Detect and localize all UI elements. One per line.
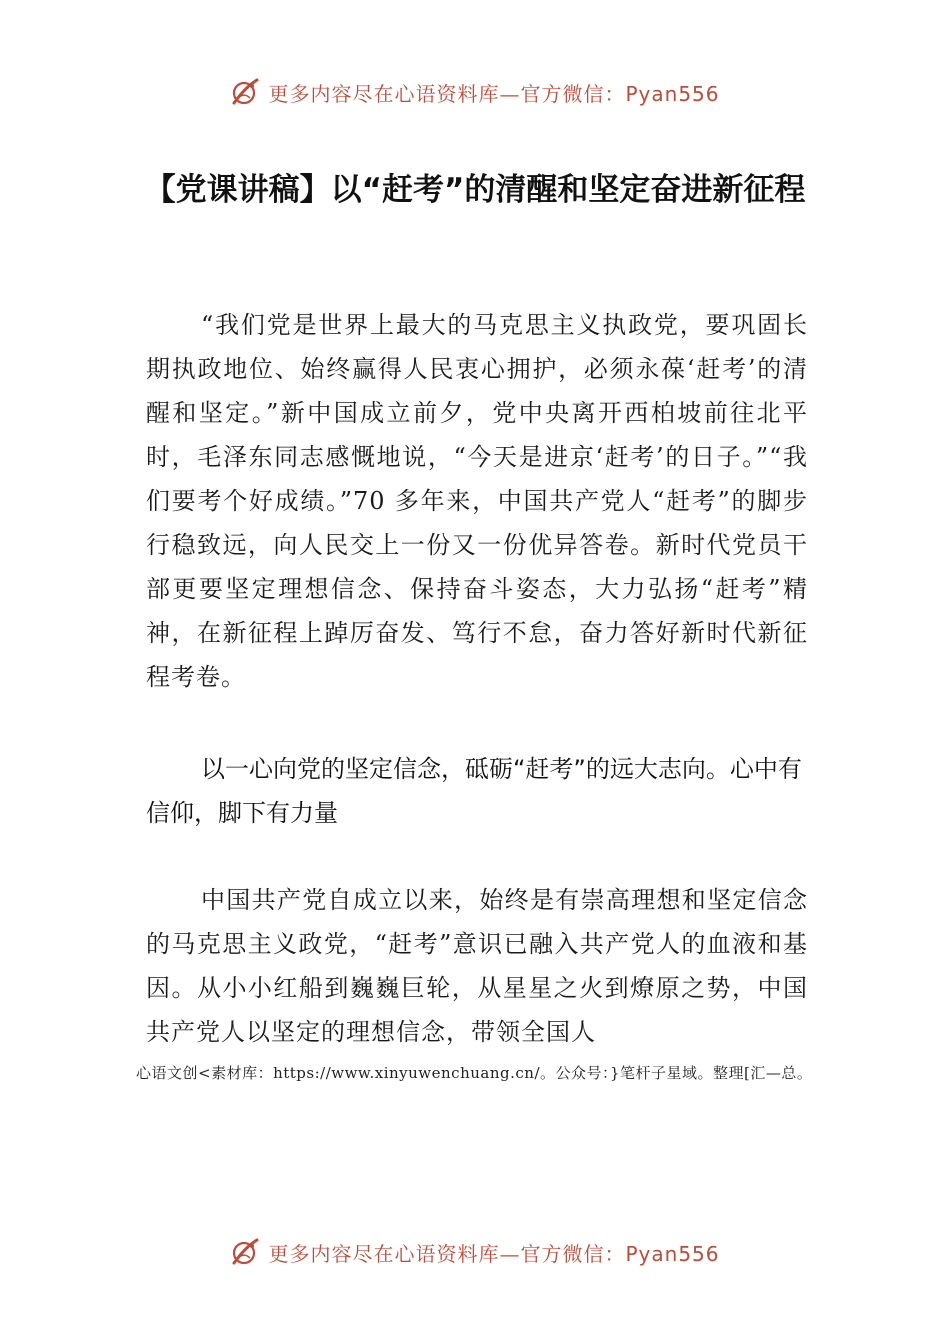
source-footnote: 心语文创<素材库：https://www.xinyuwenchuang.cn/。公众号：}笔杆子星域。整理[汇—总。 (136, 1064, 813, 1082)
brush-logo-icon (230, 77, 260, 107)
banner-text: 更多内容尽在心语资料库—官方微信：Pyan556 (268, 81, 720, 106)
document-title: 【党课讲稿】以“赶考”的清醒和坚定奋进新征程 (144, 172, 806, 208)
banner-text: 更多内容尽在心语资料库—官方微信：Pyan556 (268, 1241, 720, 1266)
header-banner (0, 72, 950, 112)
banner-handle: Pyan556 (625, 81, 720, 106)
banner-handle: Pyan556 (625, 1241, 720, 1266)
brush-logo-icon (230, 1237, 260, 1267)
section-heading-1: 以一心向党的坚定信念，砥砺“赶考”的远大志向。心中有信仰，脚下有力量 (146, 755, 802, 827)
body-paragraph-2: 中国共产党自成立以来，始终是有崇高理想和坚定信念的马克思主义政党，“赶考”意识已融入共产党人的血液和基因。从小小红船到巍巍巨轮，从星星之火到燎原之势，中国共产党人以坚定的理想信念，带领全国人 (146, 886, 808, 1046)
footer-banner (0, 1232, 950, 1272)
body-paragraph-1: “我们党是世界上最大的马克思主义执政党，要巩固长期执政地位、始终赢得人民衷心拥护，必须永葆‘赶考’的清醒和坚定。”新中国成立前夕，党中央离开西柏坡前往北平时，毛泽东同志感慨地说，“今天是进京‘赶考’的日子。”“我们要考个好成绩。”70 多年来，中国共产党人“赶考”的脚步行稳致远，向人民交上一份又一份优异答卷。新时代党员干部更要坚定理想信念、保持奋斗姿态，大力弘扬“赶考”精神，在新征程上踔厉奋发、笃行不怠，奋力答好新时代新征程考卷。 (146, 311, 808, 691)
